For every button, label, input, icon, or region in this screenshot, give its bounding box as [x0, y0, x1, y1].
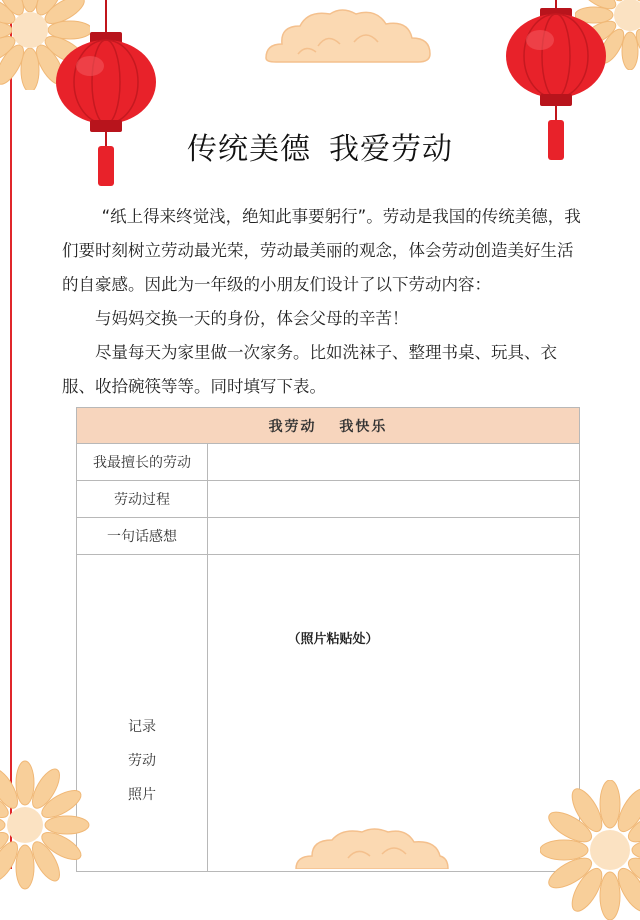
label-reflection: 一句话感想 [77, 518, 208, 555]
intro-paragraph: “纸上得来终觉浅，绝知此事要躬行”。劳动是我国的传统美德，我们要时刻树立劳动最光荣，劳动最美丽的观念，体会劳动创造美好生活的自豪感。因此为一年级的小朋友们设计了以下劳动内容： [62, 207, 581, 294]
label-best-chore: 我最擅长的劳动 [77, 444, 208, 481]
page-title [0, 124, 640, 168]
photo-paste-area[interactable] [208, 555, 580, 872]
cloud-top [258, 6, 438, 68]
photo-label-line-1: 记录 [128, 719, 156, 735]
label-process: 劳动过程 [77, 481, 208, 518]
title-part-1: 传统美德 [187, 132, 311, 167]
field-reflection[interactable] [208, 518, 580, 555]
photo-placeholder-text: （照片粘贴处） [287, 632, 379, 647]
photo-label-line-3: 照片 [128, 787, 156, 803]
field-process[interactable] [208, 481, 580, 518]
table-header: 我劳动 我快乐 [77, 408, 580, 444]
floral-corner-bottom-left [0, 760, 90, 890]
task-paragraph-2: 尽量每天为家里做一次家务。比如洗袜子、整理书桌、玩具、衣服、收拾碗筷等等。同时填写下表。 [62, 343, 557, 396]
photo-label-line-2: 劳动 [128, 753, 156, 769]
title-part-2: 我爱劳动 [329, 132, 453, 167]
label-photo-record [77, 555, 208, 872]
floral-corner-bottom-right [540, 780, 640, 920]
task-paragraph-1: 与妈妈交换一天的身份，体会父母的辛苦！ [95, 309, 409, 328]
field-best-chore[interactable] [208, 444, 580, 481]
cloud-bottom [290, 826, 450, 869]
